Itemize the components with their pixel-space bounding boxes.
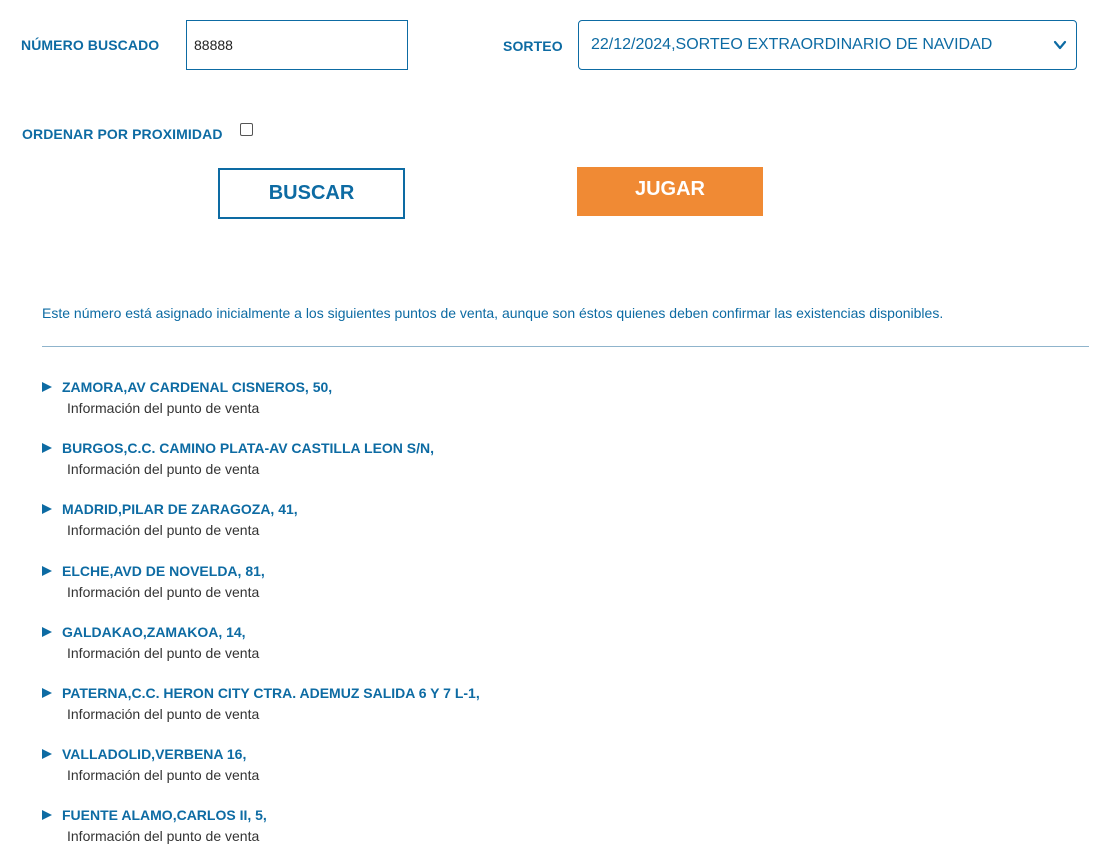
sorteo-selected-value: 22/12/2024,SORTEO EXTRAORDINARIO DE NAVIDAD [591,36,993,53]
triangle-right-icon [42,443,52,453]
triangle-right-icon [42,566,52,576]
point-of-sale-address[interactable]: VALLADOLID,VERBENA 16, [62,746,247,763]
results-info-text: Este número está asignado inicialmente a los siguientes puntos de venta, aunque son éstos quienes deben confirmar las existencias disponibles. [42,305,944,321]
point-of-sale-address[interactable]: MADRID,PILAR DE ZARAGOZA, 41, [62,501,298,518]
numero-buscado-label: NÚMERO BUSCADO [21,37,160,53]
point-of-sale-info-link[interactable]: Información del punto de venta [67,400,260,416]
sorteo-label: SORTEO [503,38,563,54]
point-of-sale-info-link[interactable]: Información del punto de venta [67,705,260,722]
point-of-sale-info-link[interactable]: Información del punto de venta [67,583,260,600]
triangle-right-icon [42,810,52,820]
divider [42,346,1089,347]
triangle-right-icon [42,688,52,698]
point-of-sale-address[interactable]: FUENTE ALAMO,CARLOS II, 5, [62,807,267,824]
numero-buscado-input[interactable] [186,20,408,70]
buscar-button[interactable]: BUSCAR [218,168,405,219]
sorteo-select[interactable] [578,20,1077,70]
triangle-right-icon [42,382,52,392]
point-of-sale-address[interactable]: PATERNA,C.C. HERON CITY CTRA. ADEMUZ SALIDA 6 Y 7 L-1, [62,684,480,701]
point-of-sale-info-link[interactable]: Información del punto de venta [67,461,260,478]
chevron-down-icon [1053,38,1067,52]
point-of-sale-address[interactable]: BURGOS,C.C. CAMINO PLATA-AV CASTILLA LEON S/N, [62,440,435,457]
triangle-right-icon [42,749,52,759]
point-of-sale-address[interactable]: GALDAKAO,ZAMAKOA, 14, [62,623,246,640]
point-of-sale-address[interactable]: ELCHE,AVD DE NOVELDA, 81, [62,562,265,579]
ordenar-proximidad-label: ORDENAR POR PROXIMIDAD [22,126,223,142]
triangle-right-icon [42,627,52,637]
point-of-sale-info-link[interactable]: Información del punto de venta [67,644,260,661]
jugar-button[interactable]: JUGAR [577,167,763,216]
ordenar-proximidad-checkbox[interactable] [240,123,253,136]
point-of-sale-info-link[interactable]: Información del punto de venta [67,828,260,845]
point-of-sale-info-link[interactable]: Información del punto de venta [67,767,260,784]
point-of-sale-info-link[interactable]: Información del punto de venta [67,522,260,539]
triangle-right-icon [42,504,52,514]
point-of-sale-address[interactable]: ZAMORA,AV CARDENAL CISNEROS, 50, [62,379,333,395]
